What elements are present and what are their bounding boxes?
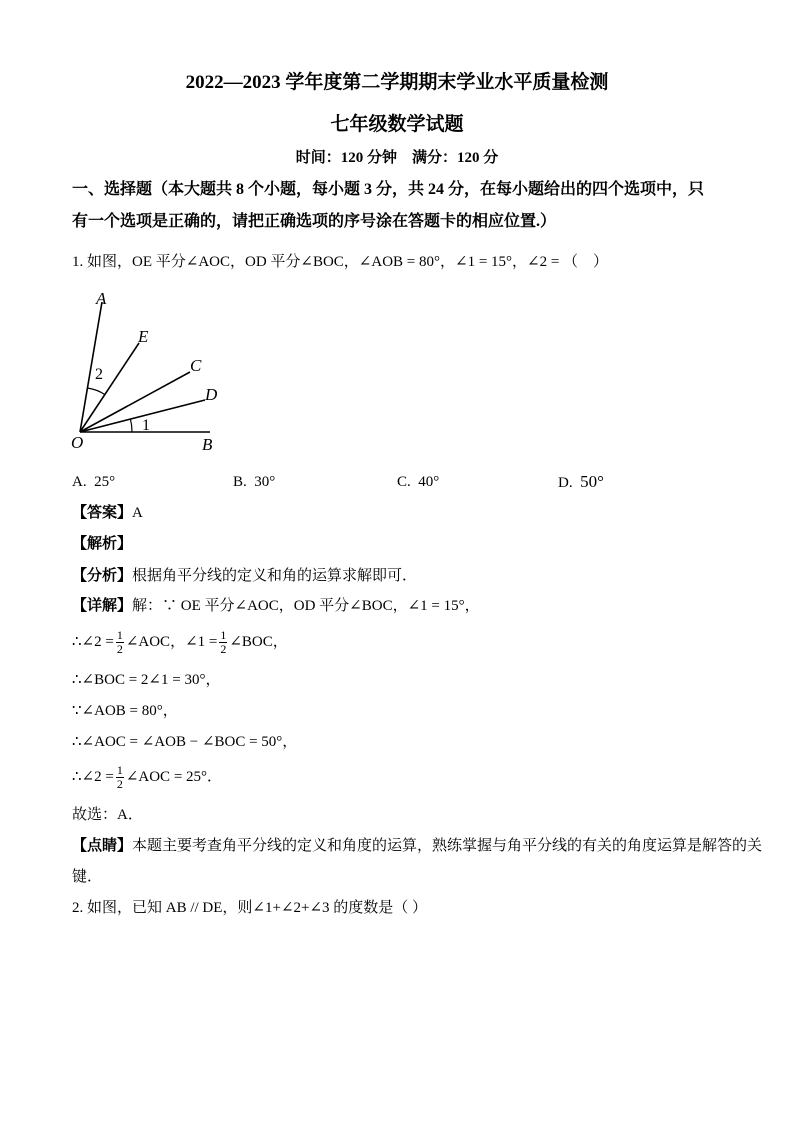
- comment-line-2: 键．: [72, 869, 103, 885]
- exam-meta: [0, 148, 794, 168]
- exam-subtitle: 七年级数学试题: [330, 114, 464, 135]
- step-2: ∴∠BOC = 2∠1 = 30°，: [72, 672, 221, 688]
- step-4: ∴∠AOC = ∠AOB − ∠BOC = 50°，: [72, 734, 298, 750]
- step-5-a: ∴∠2 =: [72, 769, 114, 785]
- fraction-numerator: 1: [116, 763, 123, 778]
- fraction-numerator: 1: [116, 628, 123, 643]
- label-point-B: B: [202, 435, 213, 454]
- step-3: ∵∠AOB = 80°，: [72, 703, 178, 719]
- label-point-E: E: [138, 327, 149, 346]
- time-label: 时间：120 分钟: [295, 150, 397, 166]
- comment-line-1: [72, 836, 762, 856]
- label-point-D: D: [205, 385, 218, 404]
- answer-tag: 【答案】: [72, 505, 133, 521]
- step-5-b: ∠AOC = 25°．: [125, 769, 223, 785]
- option-d-label: D.: [558, 475, 573, 491]
- fraction: [116, 764, 124, 791]
- fraction: [116, 629, 124, 656]
- comment-text: 本题主要考查角平分线的定义和角度的运算，熟练掌握与角平分线的有关的角度运算是解答的关: [132, 838, 763, 854]
- option-b: [233, 472, 275, 492]
- fenxi-text: 根据角平分线的定义和角的运算求解即可．: [132, 568, 418, 584]
- fenxi-tag: 【分析】: [72, 568, 133, 584]
- question-1-figure: [0, 280, 260, 465]
- step-5: [72, 761, 222, 793]
- score-label: 满分：120 分: [412, 150, 499, 166]
- section-1-heading-line1: 一、选择题（本大题共 8 个小题，每小题 3 分，共 24 分，在每小题给出的四个选项中，只: [72, 181, 705, 198]
- label-point-O: O: [71, 433, 84, 452]
- exam-title: 2022—2023 学年度第二学期期末学业水平质量检测: [185, 72, 609, 93]
- option-d: [558, 472, 604, 493]
- analysis-tag-line: [72, 534, 132, 554]
- conclusion: 故选：A．: [72, 807, 143, 823]
- answer-line: [72, 503, 143, 523]
- question-2-stem: 2. 如图，已知 AB // DE，则∠1+∠2+∠3 的度数是（ ）: [72, 900, 428, 916]
- label-point-A: A: [96, 289, 107, 308]
- step-1-a: ∴∠2 =: [72, 634, 114, 650]
- fraction-denominator: 2: [220, 642, 227, 657]
- label-angle-2: 2: [95, 366, 103, 383]
- option-d-value: 50°: [580, 472, 604, 491]
- question-1-stem: 1. 如图，OE 平分∠AOC，OD 平分∠BOC，∠AOB = 80°，∠1 = 15°，∠2 = （ ）: [72, 254, 609, 270]
- option-b-label: B.: [233, 474, 247, 490]
- fraction: [219, 629, 227, 656]
- option-c-label: C.: [397, 474, 411, 490]
- fraction-denominator: 2: [116, 642, 123, 657]
- step-1-b: ∠AOC，∠1 =: [125, 634, 218, 650]
- option-c-value: 40°: [418, 474, 440, 490]
- angle-1-arc: [130, 419, 132, 432]
- fraction-numerator: 1: [220, 628, 227, 643]
- option-b-value: 30°: [254, 474, 276, 490]
- detail-text: 解：∵ OE 平分∠AOC，OD 平分∠BOC，∠1 = 15°，: [132, 598, 480, 614]
- step-1-c: ∠BOC，: [229, 634, 288, 650]
- option-a-value: 25°: [94, 474, 116, 490]
- option-c: [397, 472, 439, 492]
- option-a: [72, 472, 115, 492]
- comment-tag: 【点睛】: [72, 838, 133, 854]
- angle-2-arc: [88, 388, 106, 395]
- detail-tag: 【详解】: [72, 598, 133, 614]
- step-1: [72, 626, 288, 658]
- section-1-heading-line2: 有一个选项是正确的，请把正确选项的序号涂在答题卡的相应位置.）: [72, 213, 557, 230]
- label-angle-1: 1: [142, 417, 150, 434]
- answer-value: A: [132, 505, 143, 521]
- fenxi-line: [72, 566, 417, 586]
- label-point-C: C: [190, 356, 202, 375]
- detail-line: [72, 596, 480, 616]
- fraction-denominator: 2: [116, 777, 123, 792]
- analysis-tag: 【解析】: [72, 536, 133, 552]
- option-a-label: A.: [72, 474, 87, 490]
